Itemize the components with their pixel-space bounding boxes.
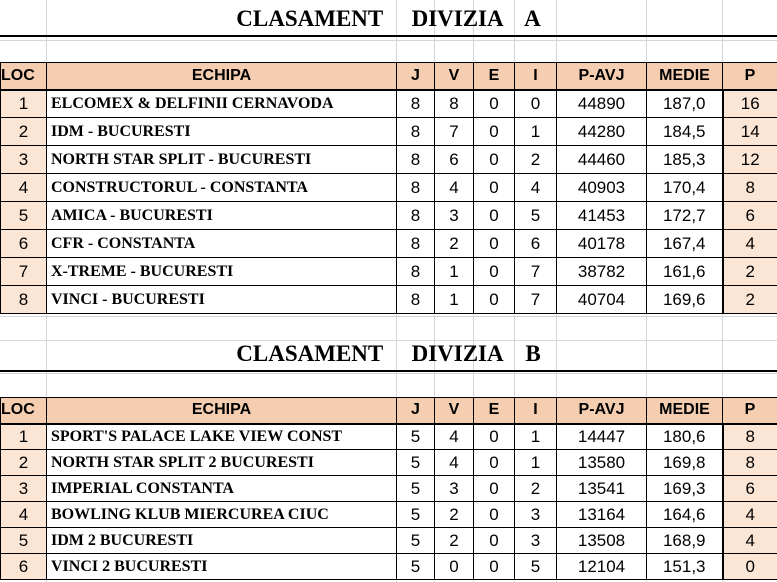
table-row [1, 450, 777, 476]
cell-played: 8 [397, 230, 435, 258]
column-header-points: P [723, 398, 777, 424]
cell-played: 8 [397, 202, 435, 230]
cell-loc: 6 [1, 230, 47, 258]
cell-loc: 5 [1, 528, 47, 554]
column-header-drawn: E [474, 63, 515, 90]
cell-team: IMPERIAL CONSTANTA [47, 476, 397, 502]
cell-pins: 40903 [557, 174, 647, 202]
cell-team: CONSTRUCTORUL - CONSTANTA [47, 174, 397, 202]
cell-loc: 3 [1, 146, 47, 174]
table-row [1, 230, 777, 258]
table-row [1, 174, 777, 202]
cell-pins: 44460 [557, 146, 647, 174]
cell-lost: 5 [515, 554, 557, 580]
cell-played: 8 [397, 146, 435, 174]
cell-average: 187,0 [647, 90, 723, 118]
cell-drawn: 0 [474, 258, 515, 286]
header-row [1, 398, 777, 424]
cell-played: 8 [397, 174, 435, 202]
cell-won: 1 [435, 258, 474, 286]
cell-won: 4 [435, 450, 474, 476]
cell-drawn: 0 [474, 554, 515, 580]
cell-pins: 13164 [557, 502, 647, 528]
cell-won: 2 [435, 230, 474, 258]
cell-team: IDM 2 BUCURESTI [47, 528, 397, 554]
cell-points: 0 [723, 554, 777, 580]
column-header-average: MEDIE [647, 398, 723, 424]
cell-played: 5 [397, 528, 435, 554]
cell-points: 2 [723, 286, 777, 314]
division-a-standings-table [0, 62, 777, 314]
cell-played: 8 [397, 90, 435, 118]
table-row [1, 90, 777, 118]
cell-drawn: 0 [474, 450, 515, 476]
cell-average: 164,6 [647, 502, 723, 528]
column-header-drawn: E [474, 398, 515, 424]
cell-won: 4 [435, 424, 474, 450]
cell-average: 170,4 [647, 174, 723, 202]
cell-won: 3 [435, 476, 474, 502]
table-row [1, 118, 777, 146]
cell-won: 0 [435, 554, 474, 580]
cell-drawn: 0 [474, 502, 515, 528]
column-header-pins: P-AVJ [557, 63, 647, 90]
cell-won: 7 [435, 118, 474, 146]
cell-average: 172,7 [647, 202, 723, 230]
cell-pins: 44280 [557, 118, 647, 146]
cell-lost: 3 [515, 528, 557, 554]
cell-loc: 1 [1, 90, 47, 118]
division-a-title: CLASAMENT DIVIZIA A [236, 6, 541, 31]
column-header-played: J [397, 398, 435, 424]
cell-team: AMICA - BUCURESTI [47, 202, 397, 230]
cell-average: 151,3 [647, 554, 723, 580]
cell-pins: 40704 [557, 286, 647, 314]
cell-loc: 2 [1, 450, 47, 476]
cell-points: 12 [723, 146, 777, 174]
column-header-points: P [723, 63, 777, 90]
cell-drawn: 0 [474, 528, 515, 554]
cell-pins: 41453 [557, 202, 647, 230]
cell-loc: 6 [1, 554, 47, 580]
column-header-team: ECHIPA [47, 63, 397, 90]
cell-team: IDM - BUCURESTI [47, 118, 397, 146]
cell-team: VINCI - BUCURESTI [47, 286, 397, 314]
cell-played: 8 [397, 258, 435, 286]
cell-points: 6 [723, 202, 777, 230]
cell-loc: 7 [1, 258, 47, 286]
cell-lost: 1 [515, 118, 557, 146]
cell-points: 4 [723, 528, 777, 554]
cell-won: 1 [435, 286, 474, 314]
cell-pins: 13541 [557, 476, 647, 502]
cell-loc: 3 [1, 476, 47, 502]
cell-team: ELCOMEX & DELFINII CERNAVODA [47, 90, 397, 118]
cell-points: 8 [723, 424, 777, 450]
cell-lost: 4 [515, 174, 557, 202]
cell-average: 168,9 [647, 528, 723, 554]
cell-team: NORTH STAR SPLIT 2 BUCURESTI [47, 450, 397, 476]
cell-lost: 3 [515, 502, 557, 528]
column-header-played: J [397, 63, 435, 90]
column-header-loc: LOC [1, 63, 47, 90]
cell-played: 5 [397, 554, 435, 580]
cell-pins: 40178 [557, 230, 647, 258]
cell-drawn: 0 [474, 118, 515, 146]
cell-average: 169,8 [647, 450, 723, 476]
cell-pins: 14447 [557, 424, 647, 450]
cell-loc: 4 [1, 174, 47, 202]
cell-won: 4 [435, 174, 474, 202]
header-row [1, 63, 777, 90]
table-row [1, 528, 777, 554]
cell-lost: 5 [515, 202, 557, 230]
cell-won: 2 [435, 502, 474, 528]
table-row [1, 202, 777, 230]
cell-won: 3 [435, 202, 474, 230]
cell-drawn: 0 [474, 174, 515, 202]
cell-points: 4 [723, 230, 777, 258]
cell-lost: 6 [515, 230, 557, 258]
cell-drawn: 0 [474, 286, 515, 314]
cell-loc: 5 [1, 202, 47, 230]
cell-drawn: 0 [474, 230, 515, 258]
cell-team: VINCI 2 BUCURESTI [47, 554, 397, 580]
column-header-loc: LOC [1, 398, 47, 424]
table-row [1, 286, 777, 314]
column-header-pins: P-AVJ [557, 398, 647, 424]
division-b-title-rule [0, 370, 777, 372]
column-header-team: ECHIPA [47, 398, 397, 424]
column-header-lost: I [515, 398, 557, 424]
cell-points: 4 [723, 502, 777, 528]
cell-pins: 13508 [557, 528, 647, 554]
cell-drawn: 0 [474, 424, 515, 450]
table-row [1, 258, 777, 286]
cell-pins: 13580 [557, 450, 647, 476]
cell-points: 8 [723, 450, 777, 476]
cell-points: 14 [723, 118, 777, 146]
cell-average: 169,3 [647, 476, 723, 502]
cell-average: 169,6 [647, 286, 723, 314]
cell-lost: 1 [515, 424, 557, 450]
column-header-average: MEDIE [647, 63, 723, 90]
cell-drawn: 0 [474, 202, 515, 230]
cell-played: 5 [397, 450, 435, 476]
cell-drawn: 0 [474, 476, 515, 502]
column-header-lost: I [515, 63, 557, 90]
cell-pins: 38782 [557, 258, 647, 286]
cell-lost: 7 [515, 258, 557, 286]
cell-average: 180,6 [647, 424, 723, 450]
column-header-won: V [435, 63, 474, 90]
cell-lost: 1 [515, 450, 557, 476]
cell-team: NORTH STAR SPLIT - BUCURESTI [47, 146, 397, 174]
table-row [1, 502, 777, 528]
cell-won: 6 [435, 146, 474, 174]
cell-played: 8 [397, 286, 435, 314]
cell-average: 184,5 [647, 118, 723, 146]
cell-won: 8 [435, 90, 474, 118]
cell-played: 8 [397, 118, 435, 146]
cell-team: CFR - CONSTANTA [47, 230, 397, 258]
cell-lost: 0 [515, 90, 557, 118]
cell-pins: 12104 [557, 554, 647, 580]
cell-loc: 8 [1, 286, 47, 314]
cell-average: 161,6 [647, 258, 723, 286]
table-row [1, 554, 777, 580]
cell-won: 2 [435, 528, 474, 554]
cell-drawn: 0 [474, 146, 515, 174]
cell-team: SPORT'S PALACE LAKE VIEW CONST [47, 424, 397, 450]
cell-points: 6 [723, 476, 777, 502]
cell-lost: 7 [515, 286, 557, 314]
cell-points: 16 [723, 90, 777, 118]
cell-loc: 1 [1, 424, 47, 450]
cell-average: 167,4 [647, 230, 723, 258]
cell-drawn: 0 [474, 90, 515, 118]
cell-played: 5 [397, 476, 435, 502]
table-row [1, 146, 777, 174]
cell-played: 5 [397, 502, 435, 528]
cell-pins: 44890 [557, 90, 647, 118]
division-b-title: CLASAMENT DIVIZIA B [236, 341, 541, 366]
table-row [1, 424, 777, 450]
cell-team: BOWLING KLUB MIERCUREA CIUC [47, 502, 397, 528]
cell-loc: 2 [1, 118, 47, 146]
cell-loc: 4 [1, 502, 47, 528]
cell-lost: 2 [515, 146, 557, 174]
column-header-won: V [435, 398, 474, 424]
table-row [1, 476, 777, 502]
cell-average: 185,3 [647, 146, 723, 174]
division-b-standings-table [0, 397, 777, 580]
cell-played: 5 [397, 424, 435, 450]
division-a-title-rule [0, 35, 777, 37]
cell-lost: 2 [515, 476, 557, 502]
cell-team: X-TREME - BUCURESTI [47, 258, 397, 286]
cell-points: 8 [723, 174, 777, 202]
cell-points: 2 [723, 258, 777, 286]
